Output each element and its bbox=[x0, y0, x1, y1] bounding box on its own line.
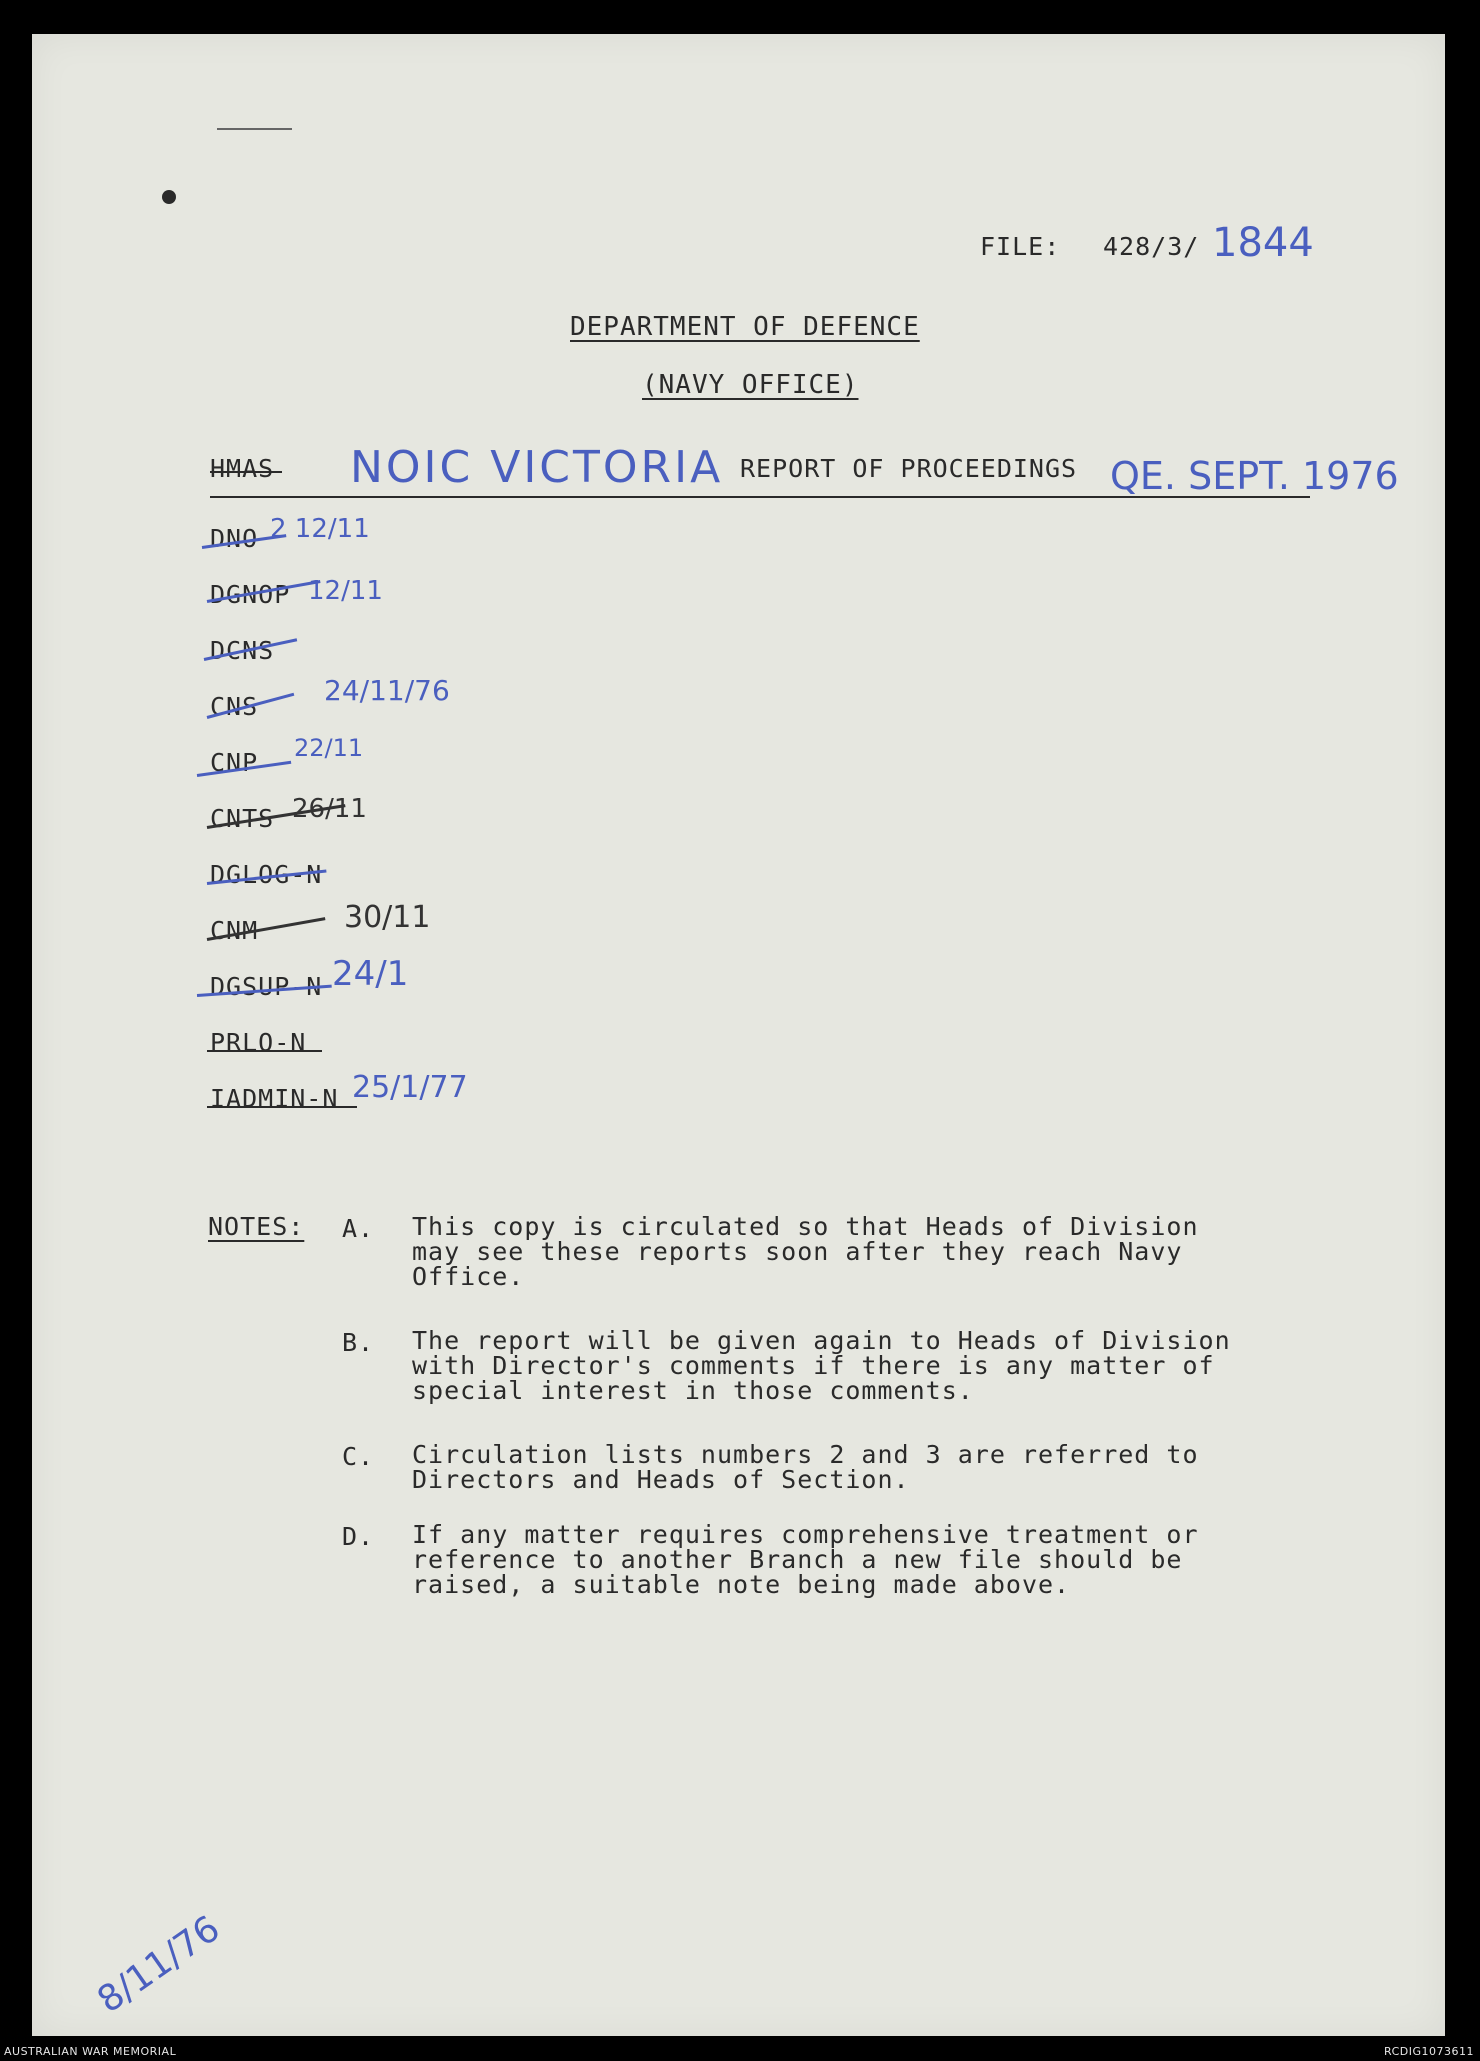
department-title: DEPARTMENT OF DEFENCE bbox=[570, 312, 920, 342]
crease-mark bbox=[217, 128, 292, 130]
file-number-typed: 428/3/ bbox=[1103, 232, 1200, 261]
hmas-strike bbox=[210, 471, 282, 473]
strike-mark bbox=[207, 1050, 322, 1052]
note-text: Circulation lists numbers 2 and 3 are referred to Directors and Heads of Section. bbox=[412, 1440, 1199, 1494]
file-number-handwritten: 1844 bbox=[1212, 220, 1314, 266]
note-letter: B. bbox=[342, 1328, 375, 1357]
report-period-handwritten: QE. SEPT. 1976 bbox=[1110, 454, 1399, 498]
circulation-code: CNTS bbox=[210, 804, 275, 833]
hmas-prefix: HMAS bbox=[210, 454, 275, 483]
footer-right: RCDIG1073611 bbox=[1383, 2045, 1474, 2058]
notes-label: NOTES: bbox=[208, 1212, 305, 1241]
bottom-handwritten-date: 8/11/76 bbox=[90, 1908, 228, 2022]
note-letter: C. bbox=[342, 1442, 375, 1471]
report-label: REPORT OF PROCEEDINGS bbox=[740, 454, 1078, 483]
circulation-annotation: 24/11/76 bbox=[324, 674, 450, 707]
file-label: FILE: bbox=[980, 232, 1061, 261]
circulation-code: DNO bbox=[210, 524, 259, 553]
circulation-annotation: 22/11 bbox=[294, 734, 364, 762]
note-letter: A. bbox=[342, 1214, 375, 1243]
report-underline bbox=[210, 496, 1310, 498]
circulation-code: DGNOP bbox=[210, 580, 291, 609]
circulation-annotation: 24/1 bbox=[332, 954, 409, 994]
circulation-code: PRLO-N bbox=[210, 1028, 307, 1057]
footer-left: AUSTRALIAN WAR MEMORIAL bbox=[4, 2045, 177, 2058]
circulation-code: DCNS bbox=[210, 636, 275, 665]
note-text: This copy is circulated so that Heads of Division may see these reports soon after they reach Navy Office. bbox=[412, 1212, 1199, 1291]
ship-name-handwritten: NOIC VICTORIA bbox=[350, 442, 724, 493]
circulation-code: CNS bbox=[210, 692, 259, 721]
circulation-code: IADMIN-N bbox=[210, 1084, 339, 1113]
note-text: The report will be given again to Heads of Division with Director's comments if there is any matter of special interest in those comments. bbox=[412, 1326, 1231, 1405]
circulation-annotation: 26/11 bbox=[292, 794, 367, 824]
note-text: If any matter requires comprehensive treatment or reference to another Branch a new file should be raised, a suitable note being made above. bbox=[412, 1520, 1199, 1599]
circulation-code: DGLOG-N bbox=[210, 860, 323, 889]
office-subtitle: (NAVY OFFICE) bbox=[642, 370, 859, 400]
circulation-annotation: 30/11 bbox=[344, 900, 431, 935]
note-letter: D. bbox=[342, 1522, 375, 1551]
circulation-annotation: 25/1/77 bbox=[352, 1070, 468, 1105]
circulation-code: DGSUP-N bbox=[210, 972, 323, 1001]
strike-mark bbox=[207, 1106, 357, 1108]
circulation-code: CNP bbox=[210, 748, 259, 777]
document-page bbox=[32, 34, 1445, 2036]
circulation-annotation: 12/11 bbox=[308, 576, 383, 606]
punch-hole bbox=[162, 190, 176, 204]
circulation-code: CNM bbox=[210, 916, 259, 945]
circulation-annotation: 2 12/11 bbox=[270, 514, 370, 544]
